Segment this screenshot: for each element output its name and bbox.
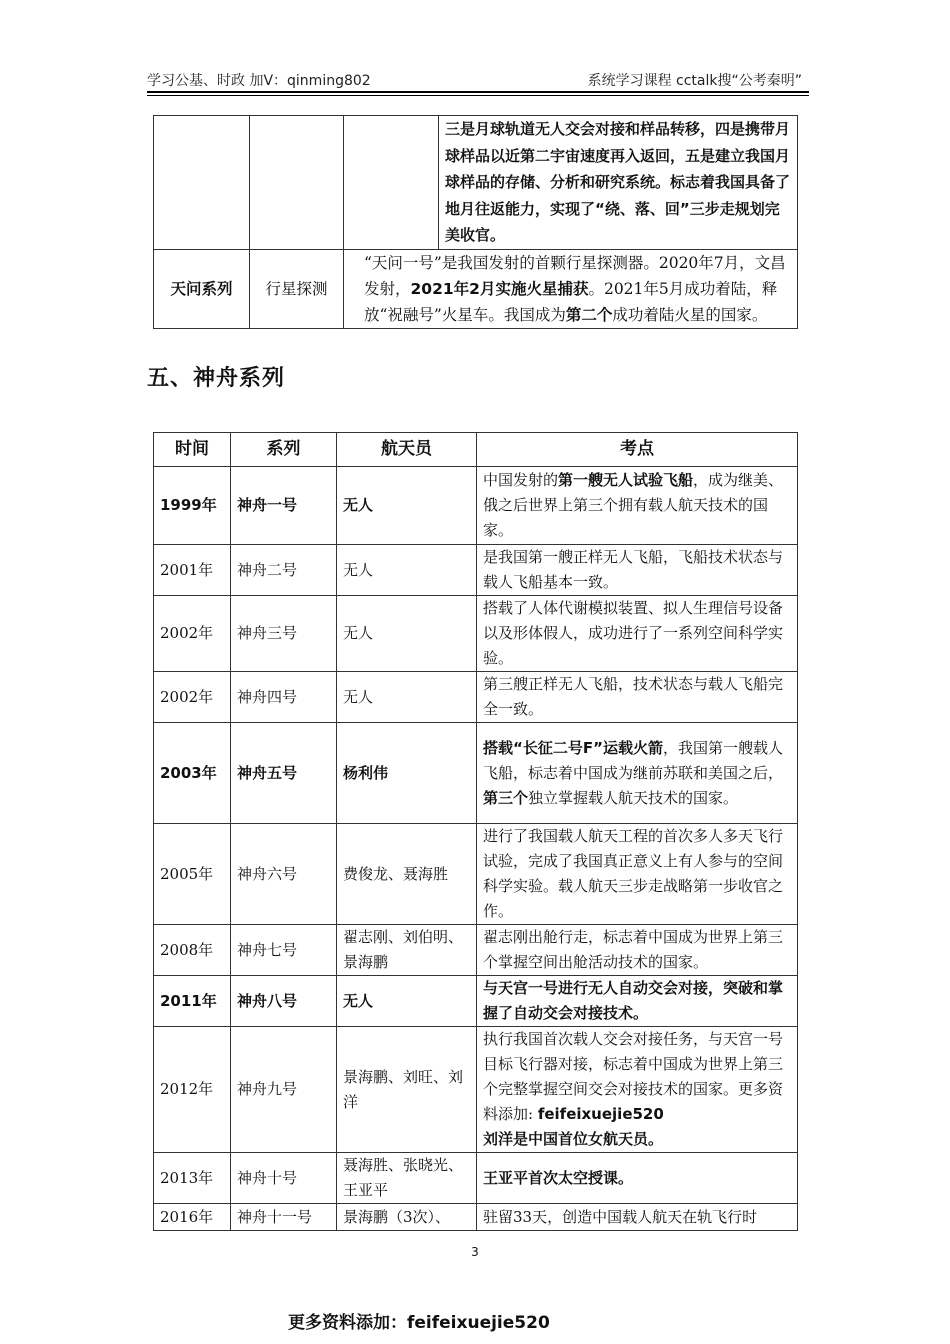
table-row — [154, 723, 798, 824]
series-cell: 神舟二号 — [231, 545, 337, 596]
table-row — [154, 1027, 798, 1153]
series-cell: 神舟三号 — [231, 596, 337, 672]
points-cell: 王亚平首次太空授课。 — [477, 1153, 798, 1204]
table-row — [154, 467, 798, 545]
year-cell: 2012年 — [154, 1027, 231, 1153]
points-cell: 进行了我国载人航天工程的首次多人多天飞行试验，完成了我国真正意义上有人参与的空间科学实验。载人航天三步走战略第一步收官之作。 — [477, 824, 798, 925]
points-cell: 中国发射的第一艘无人试验飞船，成为继美、俄之后世界上第三个拥有载人航天技术的国家。 — [477, 467, 798, 545]
crew-cell: 景海鹏、刘旺、刘洋 — [337, 1027, 477, 1153]
crew-cell: 无人 — [337, 596, 477, 672]
year-cell: 2001年 — [154, 545, 231, 596]
table-row — [154, 925, 798, 976]
points-cell: 执行我国首次载人交会对接任务，与天宫一号目标飞行器对接，标志着中国成为世界上第三个完整掌握空间交会对接技术的国家。更多资料添加: feifeixuejie520 刘洋是中国首位女航天员。 — [477, 1027, 798, 1153]
header-right: 系统学习课程 cctalk搜“公考秦明” — [587, 73, 802, 89]
table-row — [154, 545, 798, 596]
col-header-series: 系列 — [231, 433, 337, 467]
points-cell: 翟志刚出舱行走，标志着中国成为世界上第三个掌握空间出舱活动技术的国家。 — [477, 925, 798, 976]
year-cell: 2013年 — [154, 1153, 231, 1204]
header-rule-thin — [147, 95, 809, 96]
continued-table — [153, 115, 798, 329]
year-cell: 2002年 — [154, 596, 231, 672]
table-header-row — [154, 433, 798, 467]
lunar-content-cell: 三是月球轨道无人交会对接和样品转移，四是携带月球样品以近第二宇宙速度再入返回，五是建立我国月球样品的存储、分析和研究系统。标志着我国具备了地月往返能力，实现了“绕、落、回”三步走规划完美收官。 — [439, 116, 798, 250]
year-cell: 2008年 — [154, 925, 231, 976]
table-row — [154, 116, 798, 250]
series-cell: 神舟六号 — [231, 824, 337, 925]
crew-cell: 景海鹏（3次）、 — [337, 1204, 477, 1231]
table-row — [154, 1204, 798, 1231]
year-cell: 2002年 — [154, 672, 231, 723]
points-cell: 搭载了人体代谢模拟装置、拟人生理信号设备以及形体假人，成功进行了一系列空间科学实验。 — [477, 596, 798, 672]
crew-cell: 无人 — [337, 672, 477, 723]
crew-cell: 无人 — [337, 545, 477, 596]
col-header-time: 时间 — [154, 433, 231, 467]
header-left: 学习公基、时政 加V：qinming802 — [147, 73, 371, 89]
crew-cell: 无人 — [337, 467, 477, 545]
type-cell: 行星探测 — [250, 249, 344, 328]
table-row — [154, 249, 798, 328]
points-cell: 驻留33天，创造中国载人航天在轨飞行时 — [477, 1204, 798, 1231]
series-cell: 神舟八号 — [231, 976, 337, 1027]
table-row — [154, 1153, 798, 1204]
year-cell: 2003年 — [154, 723, 231, 824]
points-cell: 与天宫一号进行无人自动交会对接，突破和掌握了自动交会对接技术。 — [477, 976, 798, 1027]
series-cell: 天问系列 — [154, 249, 250, 328]
series-cell: 神舟十号 — [231, 1153, 337, 1204]
page-number: 3 — [471, 1245, 479, 1259]
year-cell: 1999年 — [154, 467, 231, 545]
series-cell: 神舟五号 — [231, 723, 337, 824]
series-cell: 神舟七号 — [231, 925, 337, 976]
points-cell: 第三艘正样无人飞船，技术状态与载人飞船完全一致。 — [477, 672, 798, 723]
year-cell: 2016年 — [154, 1204, 231, 1231]
tianwen-content-cell: “天问一号”是我国发射的首颗行星探测器。2020年7月，文昌发射，2021年2月实施火星捕获。2021年5月成功着陆，释放“祝融号”火星车。我国成为第二个成功着陆火星的国家。 — [344, 249, 798, 328]
crew-cell: 聂海胜、张晓光、王亚平 — [337, 1153, 477, 1204]
series-cell: 神舟一号 — [231, 467, 337, 545]
crew-cell: 杨利伟 — [337, 723, 477, 824]
footer-text: 更多资料添加：feifeixuejie520 — [288, 1313, 550, 1333]
section-title: 五、神舟系列 — [147, 366, 286, 391]
crew-cell: 费俊龙、聂海胜 — [337, 824, 477, 925]
table-row — [154, 824, 798, 925]
points-cell: 搭载“长征二号F”运载火箭，我国第一艘载人飞船，标志着中国成为继前苏联和美国之后，第三个独立掌握载人航天技术的国家。 — [477, 723, 798, 824]
table-row — [154, 596, 798, 672]
year-cell: 2005年 — [154, 824, 231, 925]
col-header-points: 考点 — [477, 433, 798, 467]
series-cell: 神舟九号 — [231, 1027, 337, 1153]
table-row — [154, 672, 798, 723]
year-cell: 2011年 — [154, 976, 231, 1027]
shenzhou-table — [153, 432, 798, 1231]
col-header-crew: 航天员 — [337, 433, 477, 467]
table-row — [154, 976, 798, 1027]
series-cell: 神舟四号 — [231, 672, 337, 723]
crew-cell: 翟志刚、刘伯明、景海鹏 — [337, 925, 477, 976]
crew-cell: 无人 — [337, 976, 477, 1027]
points-cell: 是我国第一艘正样无人飞船，飞船技术状态与载人飞船基本一致。 — [477, 545, 798, 596]
series-cell: 神舟十一号 — [231, 1204, 337, 1231]
header-rule — [147, 91, 809, 93]
